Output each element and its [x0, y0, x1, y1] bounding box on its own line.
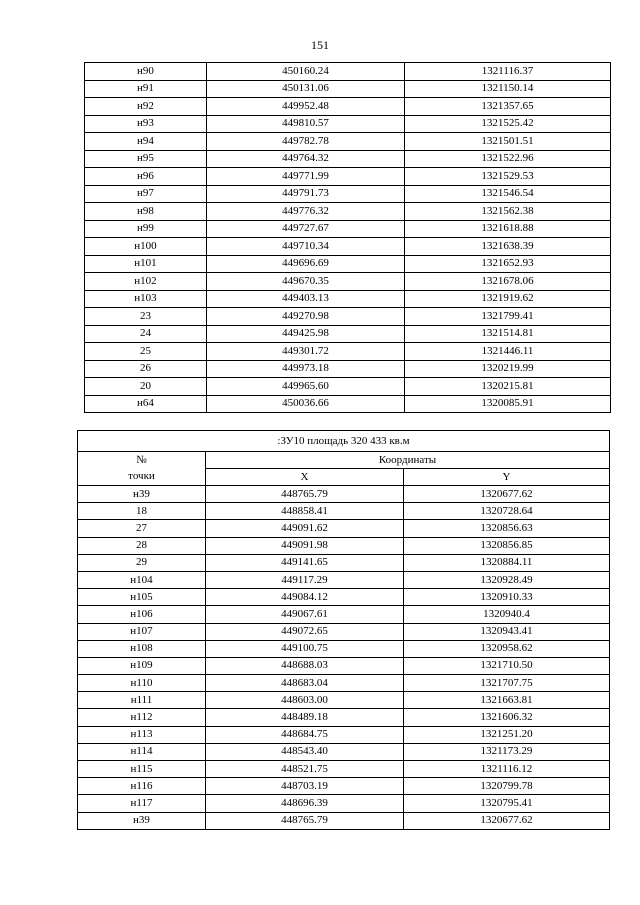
point-number-cell: 23 — [85, 308, 207, 326]
point-number-cell: н109 — [78, 657, 206, 674]
y-coordinate-cell: 1321663.81 — [404, 692, 610, 709]
y-coordinate-cell: 1321606.32 — [404, 709, 610, 726]
x-coordinate-cell: 449100.75 — [206, 640, 404, 657]
x-coordinate-cell: 449072.65 — [206, 623, 404, 640]
x-coordinate-cell: 450131.06 — [207, 80, 405, 98]
point-number-cell: н111 — [78, 692, 206, 709]
point-number-cell: н91 — [85, 80, 207, 98]
y-coordinate-cell: 1321501.51 — [405, 133, 611, 151]
table-row — [85, 378, 611, 396]
table-row — [85, 238, 611, 256]
point-number-cell: н103 — [85, 290, 207, 308]
header-point-label: точки — [78, 469, 206, 486]
table-row — [85, 115, 611, 133]
table-row — [85, 308, 611, 326]
y-coordinate-cell: 1321799.41 — [405, 308, 611, 326]
point-number-cell: н106 — [78, 606, 206, 623]
table-row — [78, 709, 610, 726]
y-coordinate-cell: 1320856.85 — [404, 537, 610, 554]
y-coordinate-cell: 1320910.33 — [404, 589, 610, 606]
x-coordinate-cell: 450036.66 — [207, 395, 405, 413]
y-coordinate-cell: 1320940.4 — [404, 606, 610, 623]
y-coordinate-cell: 1320958.62 — [404, 640, 610, 657]
x-coordinate-cell: 449973.18 — [207, 360, 405, 378]
table-row — [78, 640, 610, 657]
x-coordinate-cell: 448858.41 — [206, 503, 404, 520]
x-coordinate-cell: 448696.39 — [206, 795, 404, 812]
table-row — [85, 63, 611, 81]
header-coordinates: Координаты — [206, 452, 610, 469]
table-row — [85, 255, 611, 273]
point-number-cell: н108 — [78, 640, 206, 657]
y-coordinate-cell: 1321173.29 — [404, 743, 610, 760]
y-coordinate-cell: 1320795.41 — [404, 795, 610, 812]
table-row — [85, 168, 611, 186]
point-number-cell: н96 — [85, 168, 207, 186]
y-coordinate-cell: 1320215.81 — [405, 378, 611, 396]
table-row — [78, 606, 610, 623]
x-coordinate-cell: 448684.75 — [206, 726, 404, 743]
y-coordinate-cell: 1320799.78 — [404, 778, 610, 795]
x-coordinate-cell: 449670.35 — [207, 273, 405, 291]
y-coordinate-cell: 1321546.54 — [405, 185, 611, 203]
x-coordinate-cell: 449091.62 — [206, 520, 404, 537]
point-number-cell: н95 — [85, 150, 207, 168]
y-coordinate-cell: 1321919.62 — [405, 290, 611, 308]
table-row — [78, 589, 610, 606]
coordinates-table-body — [78, 431, 610, 830]
table-row — [78, 486, 610, 503]
table-title: :ЗУ10 площадь 320 433 кв.м — [78, 431, 610, 452]
table-row — [85, 80, 611, 98]
x-coordinate-cell: 449141.65 — [206, 554, 404, 571]
y-coordinate-cell: 1321678.06 — [405, 273, 611, 291]
x-coordinate-cell: 449270.98 — [207, 308, 405, 326]
x-coordinate-cell: 448489.18 — [206, 709, 404, 726]
x-coordinate-cell: 449771.99 — [207, 168, 405, 186]
x-coordinate-cell: 449117.29 — [206, 571, 404, 588]
coordinates-table-zu10 — [77, 430, 610, 830]
point-number-cell: н105 — [78, 589, 206, 606]
point-number-cell: н93 — [85, 115, 207, 133]
point-number-cell: н104 — [78, 571, 206, 588]
y-coordinate-cell: 1320677.62 — [404, 486, 610, 503]
y-coordinate-cell: 1320884.11 — [404, 554, 610, 571]
point-number-cell: н101 — [85, 255, 207, 273]
x-coordinate-cell: 449696.69 — [207, 255, 405, 273]
table-row — [78, 743, 610, 760]
x-coordinate-cell: 448683.04 — [206, 675, 404, 692]
table-header-row — [78, 452, 610, 469]
point-number-cell: н99 — [85, 220, 207, 238]
x-coordinate-cell: 449727.67 — [207, 220, 405, 238]
table-row — [78, 520, 610, 537]
table-row — [85, 150, 611, 168]
x-coordinate-cell: 448703.19 — [206, 778, 404, 795]
point-number-cell: н114 — [78, 743, 206, 760]
y-coordinate-cell: 1321707.75 — [404, 675, 610, 692]
table-row — [85, 98, 611, 116]
point-number-cell: 24 — [85, 325, 207, 343]
point-number-cell: н92 — [85, 98, 207, 116]
point-number-cell: 25 — [85, 343, 207, 361]
x-coordinate-cell: 448765.79 — [206, 486, 404, 503]
coordinates-table-continued — [84, 62, 611, 413]
point-number-cell: н117 — [78, 795, 206, 812]
x-coordinate-cell: 448521.75 — [206, 761, 404, 778]
table-row — [85, 325, 611, 343]
point-number-cell: н100 — [85, 238, 207, 256]
x-coordinate-cell: 449810.57 — [207, 115, 405, 133]
table-row — [85, 203, 611, 221]
x-coordinate-cell: 449425.98 — [207, 325, 405, 343]
x-coordinate-cell: 449710.34 — [207, 238, 405, 256]
y-coordinate-cell: 1321514.81 — [405, 325, 611, 343]
table-row — [85, 273, 611, 291]
point-number-cell: н112 — [78, 709, 206, 726]
y-coordinate-cell: 1321150.14 — [405, 80, 611, 98]
table-row — [85, 360, 611, 378]
point-number-cell: 28 — [78, 537, 206, 554]
y-coordinate-cell: 1321638.39 — [405, 238, 611, 256]
table-row — [78, 571, 610, 588]
table-row — [85, 395, 611, 413]
page-number: 151 — [311, 38, 329, 52]
x-coordinate-cell: 448688.03 — [206, 657, 404, 674]
x-coordinate-cell: 449776.32 — [207, 203, 405, 221]
point-number-cell: н64 — [85, 395, 207, 413]
table-row — [78, 657, 610, 674]
y-coordinate-cell: 1320856.63 — [404, 520, 610, 537]
x-coordinate-cell: 448543.40 — [206, 743, 404, 760]
header-x: X — [206, 469, 404, 486]
point-number-cell: 20 — [85, 378, 207, 396]
y-coordinate-cell: 1321116.12 — [404, 761, 610, 778]
x-coordinate-cell: 449952.48 — [207, 98, 405, 116]
point-number-cell: 18 — [78, 503, 206, 520]
x-coordinate-cell: 449403.13 — [207, 290, 405, 308]
y-coordinate-cell: 1321562.38 — [405, 203, 611, 221]
x-coordinate-cell: 449091.98 — [206, 537, 404, 554]
table-row — [78, 761, 610, 778]
table-row — [78, 795, 610, 812]
table-row — [78, 503, 610, 520]
x-coordinate-cell: 450160.24 — [207, 63, 405, 81]
point-number-cell: н98 — [85, 203, 207, 221]
header-point-number: № — [78, 452, 206, 469]
table-row — [85, 185, 611, 203]
table-header-row — [78, 469, 610, 486]
table-row — [85, 290, 611, 308]
y-coordinate-cell: 1321529.53 — [405, 168, 611, 186]
y-coordinate-cell: 1320943.41 — [404, 623, 610, 640]
y-coordinate-cell: 1321710.50 — [404, 657, 610, 674]
y-coordinate-cell: 1320677.62 — [404, 812, 610, 829]
x-coordinate-cell: 449764.32 — [207, 150, 405, 168]
y-coordinate-cell: 1321652.93 — [405, 255, 611, 273]
x-coordinate-cell: 448765.79 — [206, 812, 404, 829]
y-coordinate-cell: 1321357.65 — [405, 98, 611, 116]
table-row — [78, 726, 610, 743]
y-coordinate-cell: 1321525.42 — [405, 115, 611, 133]
x-coordinate-cell: 449084.12 — [206, 589, 404, 606]
table-row — [78, 675, 610, 692]
y-coordinate-cell: 1321446.11 — [405, 343, 611, 361]
y-coordinate-cell: 1320928.49 — [404, 571, 610, 588]
table-row — [85, 343, 611, 361]
y-coordinate-cell: 1321251.20 — [404, 726, 610, 743]
y-coordinate-cell: 1320085.91 — [405, 395, 611, 413]
point-number-cell: 27 — [78, 520, 206, 537]
table-row — [85, 133, 611, 151]
x-coordinate-cell: 449301.72 — [207, 343, 405, 361]
table-row — [78, 554, 610, 571]
table-title-row — [78, 431, 610, 452]
table-row — [85, 220, 611, 238]
table-row — [78, 537, 610, 554]
coordinates-table-body — [85, 63, 611, 413]
point-number-cell: н115 — [78, 761, 206, 778]
y-coordinate-cell: 1321618.88 — [405, 220, 611, 238]
point-number-cell: 29 — [78, 554, 206, 571]
y-coordinate-cell: 1320728.64 — [404, 503, 610, 520]
point-number-cell: н110 — [78, 675, 206, 692]
y-coordinate-cell: 1321116.37 — [405, 63, 611, 81]
table-row — [78, 812, 610, 829]
y-coordinate-cell: 1321522.96 — [405, 150, 611, 168]
point-number-cell: н113 — [78, 726, 206, 743]
point-number-cell: н102 — [85, 273, 207, 291]
point-number-cell: н39 — [78, 812, 206, 829]
point-number-cell: 26 — [85, 360, 207, 378]
table-row — [78, 778, 610, 795]
point-number-cell: н39 — [78, 486, 206, 503]
point-number-cell: н94 — [85, 133, 207, 151]
x-coordinate-cell: 448603.00 — [206, 692, 404, 709]
x-coordinate-cell: 449067.61 — [206, 606, 404, 623]
point-number-cell: н97 — [85, 185, 207, 203]
point-number-cell: н90 — [85, 63, 207, 81]
table-row — [78, 623, 610, 640]
header-y: Y — [404, 469, 610, 486]
point-number-cell: н116 — [78, 778, 206, 795]
table-row — [78, 692, 610, 709]
x-coordinate-cell: 449791.73 — [207, 185, 405, 203]
y-coordinate-cell: 1320219.99 — [405, 360, 611, 378]
x-coordinate-cell: 449782.78 — [207, 133, 405, 151]
point-number-cell: н107 — [78, 623, 206, 640]
x-coordinate-cell: 449965.60 — [207, 378, 405, 396]
